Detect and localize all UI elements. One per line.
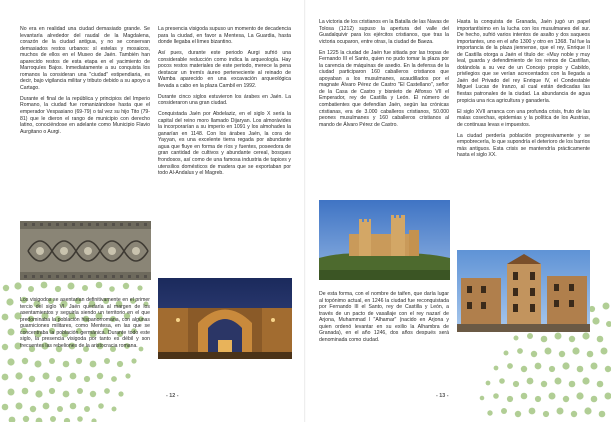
left-page-column-2 bbox=[158, 26, 291, 181]
right-page bbox=[306, 0, 611, 422]
left-page-bottom-text bbox=[20, 297, 150, 349]
paragraph: Hasta la conquista de Granada, Jaén jugó un papel importantísimo en la lucha con los musulmanes del sur. De hecho, sufrió varios intentos de asalto y dos saqueos importantes, uno en el año 1300 y otro en 1368. Tal fue la importancia de la plaza jiennense, que el rey, Enrique II de Castilla otorga a Jaén el título de: «Muy noble y muy leal, guarda y defendimiento de los reinos de Castillan, dotándola a su vez de un Concejo propio y Cabildo, privilegios que se verían acrecentados con la llegada a Jaén del Privado del rey Enrique IV, el Condestable Miguel Lucas de Iranzo, al cual están dedicadas las fiestas patronales de la ciudad. La abundancia de agua propicia una rica agricultura y ganadería. bbox=[457, 19, 590, 104]
right-page-column-2 bbox=[457, 19, 590, 163]
paragraph: Durante cinco siglos estuvieron los árabes en Jaén. La consideraron una gran ciudad. bbox=[158, 93, 291, 107]
right-page-bottom-text bbox=[319, 291, 449, 343]
left-page-column-1 bbox=[20, 26, 150, 140]
page-number-left: - 12 - bbox=[166, 393, 179, 399]
castle-photo bbox=[319, 200, 450, 280]
paragraph: La ciudad perdería población progresivamente y se empobrecería, lo que supondría el deterioro de los barrios más antiguos. Esta crisis se mantendría prácticamente hasta el siglo XX. bbox=[457, 132, 590, 159]
paragraph: La victoria de los cristianos en la Batalla de las Navas de Tolosa (1212) supuso la apertura del valle del Guadalquivir para los ejércitos cristianos, que tras la victoria ocuparon, entre otras, la ciudad de Baeza. bbox=[319, 19, 449, 45]
paragraph: Conquistada Jaén por Abdelaziz, en el siglo X sería la capital del reino moro llamado Dijaryan. Los almorávides la incorporarían a su imperio en 1091 y los almohades la ganarían en 1148. Con los árabes Jaén, la cora de Yayyan, es una excelente tierra regada por abundante agua que fluye en forma de ríos y fuentes, poseedora de gran cantidad de cultivos y abundante cereal, bosques frondosos, así como de una famosa industria de tapices y utensilios domésticos de madera que se exportaban por todo Al-Andalus y el Magreb. bbox=[158, 111, 291, 177]
paragraph: Los visigodos se asentarían definitivamente en el primer tercio del siglo VI. Jaén quedaría al margen de los asentamientos y seguiría siendo un territorio en el que predominaba la población hispanorromana, con algunas guarniciones militares, como Mentesa, en las que se concentraba la población germánica. Durante todo este siglo, la presencia visigoda por tanto es débil y son frecuentes las rebeliones de la aristocracia romana. bbox=[20, 297, 150, 349]
right-page-column-1 bbox=[319, 19, 449, 133]
paragraph: De esta forma, con el nombre de taifen, que daría lugar al topónimo actual, en 1246 la ciudad fue reconquistada por Fernando III el Santo, rey de Castilla y León, a través de un pacto de vasallaje con el rey nazarí de Arjona, Muhammad I "Alhamar" (nacido en Arjona y quien ordenó levantar en su exilio la Alhambra de Granada), en el año 1246, dos años después será denominada como ciudad. bbox=[319, 291, 449, 343]
paragraph: Durante el final de la república y principios del Imperio Romano, la ciudad fue romanizándose hasta que el emperador Vespasiano (69-79) o tal vez su hijo Tito (79-81) que le dieron el rango de municipio con derecho latino, conociéndose en adelante como Municipio Flavio Aurgitano o Aurgi. bbox=[20, 95, 150, 135]
paragraph: El siglo XVII arranca con una profunda crisis, fruto de las malas cosechas, epidemias y la política de los Austrias, de continuas levas e impuestos. bbox=[457, 108, 590, 128]
mosaic-photo bbox=[20, 221, 151, 280]
left-page bbox=[0, 0, 305, 422]
paragraph: En 1225 la ciudad de Jaén fue sitiada por las tropas de Fernando III el Santo, quien no pudo tomar la plaza por la carencia de máquinas de asedio. En la defensa de la ciudad participaron 160 caballeros cristianos que apoyaban a los musulmanes, acaudillados por el magnate Álvaro Pérez de Castro "El Castellano", señor de la Casa de Castro y bisnieto de Alfonso VII el Emperador, rey de Castilla y León. El número de combatientes que defendían Jaén, según las crónicas cristianas, era de 3.000 caballeros cristianos, 50.000 peones musulmanes y 160 caballeros cristianos al mando de Álvaro Pérez de Castro. bbox=[319, 49, 449, 128]
paragraph: No era en realidad una ciudad demasiado grande. Se levantaría alrededor del raudal de la Magdalena, corazón de la ciudad antigua, y no se conservan demasiados restos urbanos: sí estelas y mosaicos, muchos de ellos en el Museo de Jaén. También han aparecido restos de esta etapa en el yacimiento de Marroquíes Bajos. Inmediatamente a su conquista los romanos la consideran una "ciudad" estipendiaria, es decir, bajo vigilancia militar y tributo debido a su apoyo a Cartago. bbox=[20, 26, 150, 91]
city-arch-photo bbox=[158, 278, 292, 359]
paragraph: La presencia visigoda supuso un momento de decadencia para la ciudad, en favor a Mentesa, La Guardia, hasta donde llegaba el limes bizantino. bbox=[158, 26, 291, 46]
paragraph: Así pues, durante este periodo Aurgi sufrió una considerable reducción como indica la arqueología. Hay pocos restos materiales de este periodo, merece la pena destacar un tremís áureo perteneciente al reinado de Wamba aparecido en una excavación arqueológica llevada a cabo en la plaza Cambil en 1992. bbox=[158, 50, 291, 89]
tower-building-photo bbox=[457, 250, 590, 332]
page-number-right: - 13 - bbox=[436, 393, 449, 399]
